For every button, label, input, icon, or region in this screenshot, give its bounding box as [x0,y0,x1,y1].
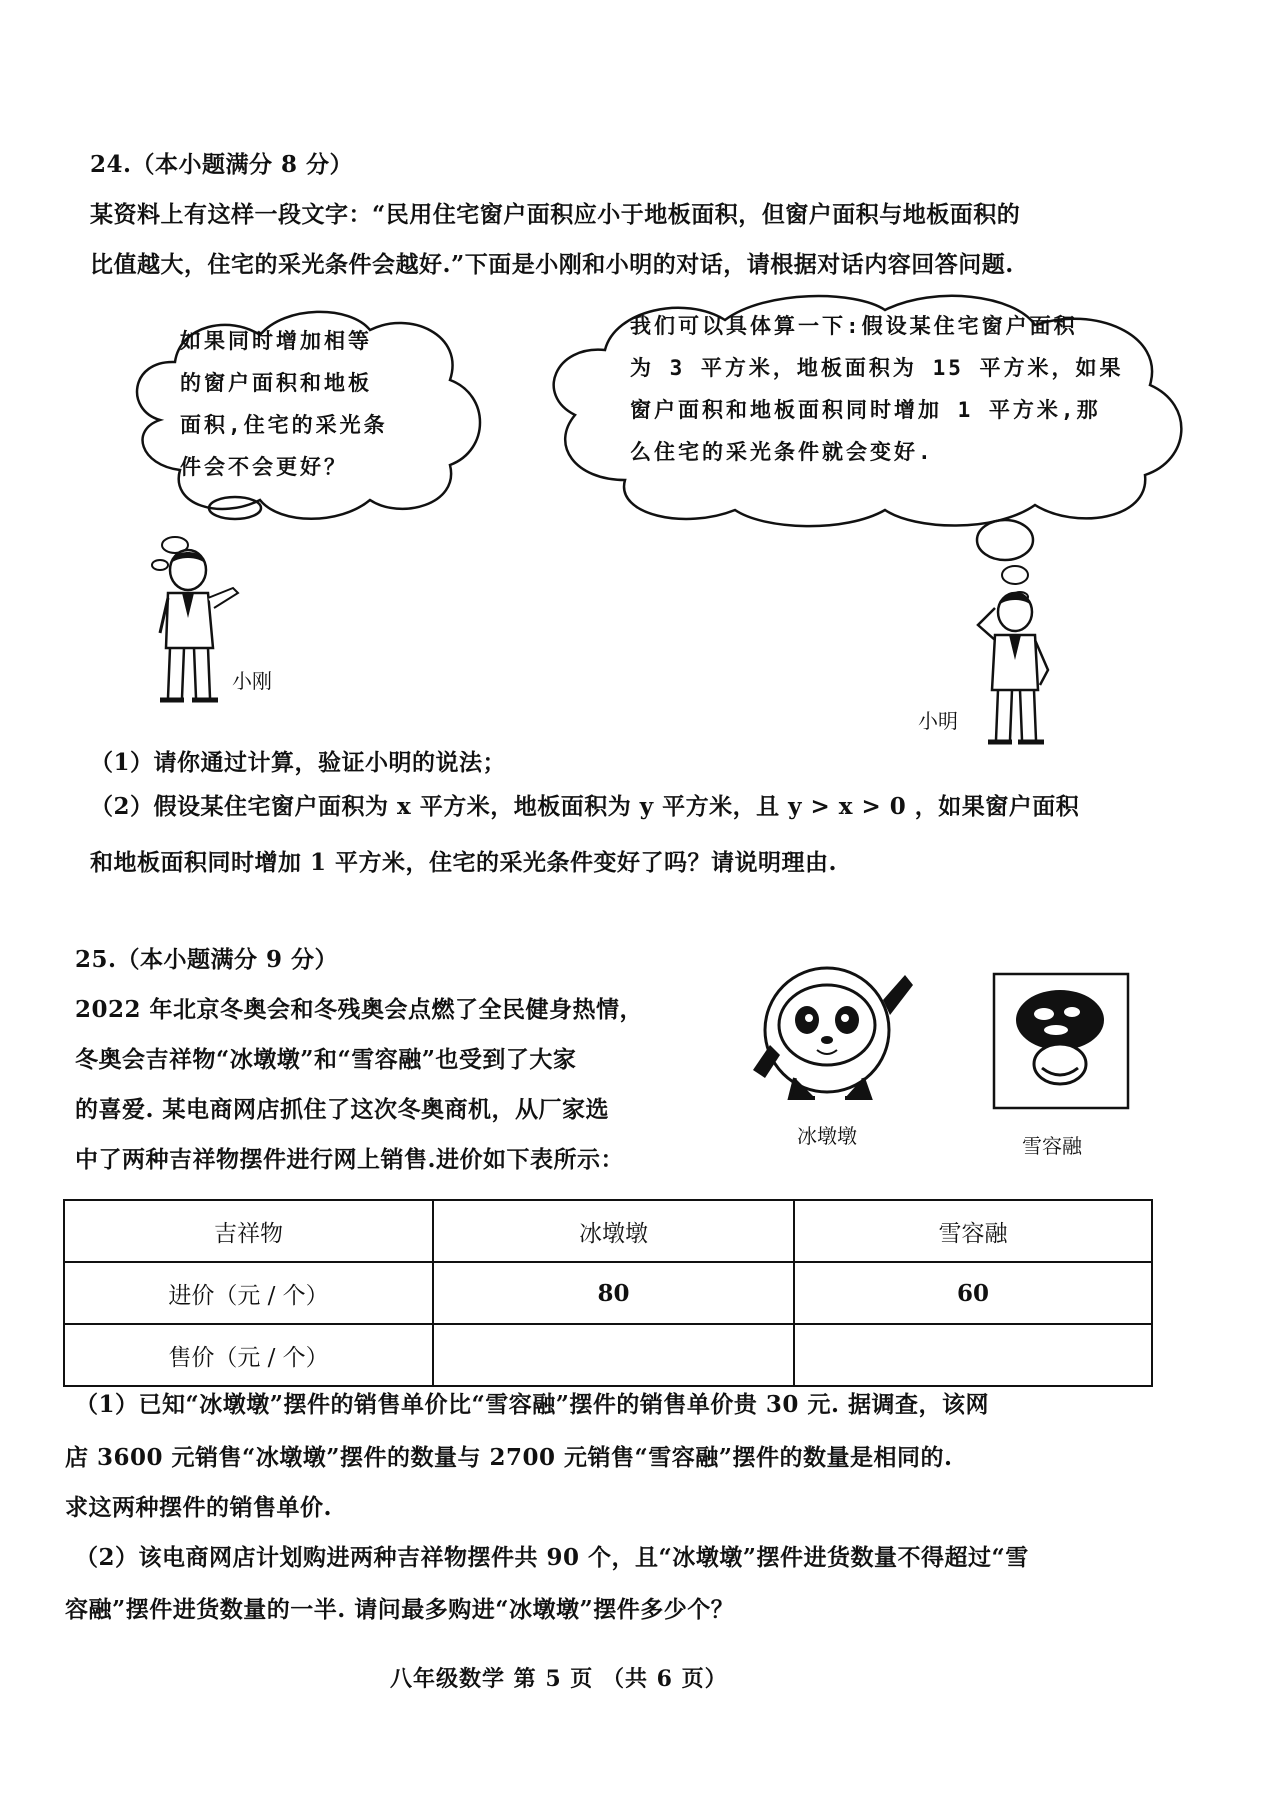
q25-header: 25.（本小题满分 9 分） [75,946,339,973]
mascot2-label: 雪容融 [1022,1134,1082,1158]
price-table [63,1199,1153,1387]
bingdwendwen-illustration [745,960,915,1100]
table-cell: 售价（元 / 个） [64,1324,433,1386]
bubble-left-text [180,320,388,488]
q25-part1-line1: （1）已知“冰墩墩”摆件的销售单价比“雪容融”摆件的销售单价贵 30 元. 据调查，该网 [75,1391,989,1418]
q25-intro-line: 的喜爱. 某电商网店抓住了这次冬奥商机，从厂家选 [75,1096,610,1123]
q24-part2-line2: 和地板面积同时增加 1 平方米，住宅的采光条件变好了吗？请说明理由. [90,849,838,876]
page-footer: 八年级数学 第 5 页 （共 6 页） [390,1666,728,1692]
bubble-left-line: 件会不会更好？ [180,455,348,479]
table-header-cell: 冰墩墩 [433,1200,794,1262]
bubble-right-line: 窗户面积和地板面积同时增加 1 平方米,那 [630,398,1101,422]
q24-part1: （1）请你通过计算，验证小明的说法； [90,749,507,776]
table-header-row [64,1200,1152,1262]
mascot1-label: 冰墩墩 [797,1124,857,1148]
table-cell [794,1324,1152,1386]
table-cell: 60 [794,1262,1152,1324]
table-row [64,1262,1152,1324]
bubble-right-line: 么住宅的采光条件就会变好. [630,440,934,464]
q25-intro-line: 中了两种吉祥物摆件进行网上销售.进价如下表所示： [75,1146,625,1173]
q25-part1-line2: 店 3600 元销售“冰墩墩”摆件的数量与 2700 元销售“雪容融”摆件的数量是相同的. [65,1444,953,1471]
q25-part2-line1: （2）该电商网店计划购进两种吉祥物摆件共 90 个，且“冰墩墩”摆件进货数量不得超过“雪 [75,1544,1029,1571]
table-cell: 进价（元 / 个） [64,1262,433,1324]
bubble-left-line: 面积,住宅的采光条 [180,413,388,437]
q25-intro-line: 2022 年北京冬奥会和冬残奥会点燃了全民健身热情， [75,996,644,1023]
bubble-left-line: 的窗户面积和地板 [180,371,372,395]
table-row [64,1324,1152,1386]
q24-part2-line1: （2）假设某住宅窗户面积为 x 平方米，地板面积为 y 平方米，且 y > x > 0 ，如果窗户面积 [90,793,1080,820]
bubble-right-line: 为 3 平方米，地板面积为 15 平方米，如果 [630,356,1124,380]
name-xiaoming: 小明 [918,709,958,733]
bubble-left-line: 如果同时增加相等 [180,329,372,353]
table-header-cell: 雪容融 [794,1200,1152,1262]
q25-part2-line2: 容融”摆件进货数量的一半. 请问最多购进“冰墩墩”摆件多少个？ [65,1596,735,1623]
q24-header: 24.（本小题满分 8 分） [90,151,354,178]
name-xiaogang: 小刚 [232,669,272,693]
table-cell [433,1324,794,1386]
q24-intro-line1: 某资料上有这样一段文字：“民用住宅窗户面积应小于地板面积，但窗户面积与地板面积的 [90,201,1021,228]
table-header-cell: 吉祥物 [64,1200,433,1262]
table-cell: 80 [433,1262,794,1324]
shueyrhonrhon-illustration [992,972,1132,1112]
q24-intro-line2: 比值越大，住宅的采光条件会越好.”下面是小刚和小明的对话，请根据对话内容回答问题. [90,251,1014,278]
bubble-right-text [630,305,1124,473]
q25-part1-line3: 求这两种摆件的销售单价. [65,1494,333,1521]
bubble-right-line: 我们可以具体算一下:假设某住宅窗户面积 [630,314,1078,338]
q25-intro-line: 冬奥会吉祥物“冰墩墩”和“雪容融”也受到了大家 [75,1046,577,1073]
boy-xiaoming-illustration [970,590,1070,750]
